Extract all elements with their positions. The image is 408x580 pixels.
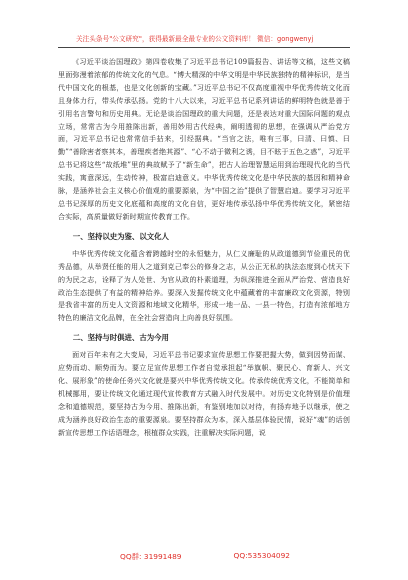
section-1 <box>58 230 350 325</box>
intro-paragraph: 《习近平谈治国理政》第四卷收集了习近平总书记109篇报告、讲话等文稿，这些文稿里面弥漫着浓郁的传统文化的气息。“博大精深的中华文明是中华民族独特的精神标识，是当代中国文化的根基，也是文化创新的宝藏。”习近平总书记不仅高度重视中华优秀传统文化而且身体力行，带头传承弘扬。党的十八大以来，习近平总书记系列讲话的鲜明特色就是善于引用名言警句和历史用典。无论是谈治国理政的重大问题，还是表达对重大国际问题的观点立场，常常古为今用推陈出新，善用妙用古代经典，阐明透彻的思想，在强调从严治党方面，习近平总书记也常常信手拈来，引经据典。“当官之法，唯有三事，曰清、曰慎、曰勤”“善除害者察其本，善理疾者绝其源”、“心不动于微利之诱，目不眩于五色之惑”，习近平总书记将这些“故纸堆”里的典故赋予了“新生命”，把古人治理智慧运用到治理现代化的当代实践，寓意深远，生动传神，极富启迪意义。中华优秀传统文化是中华民族的基因和精神命脉，是涵养社会主义核心价值观的重要源泉，为“中国之治”提供了智慧启迪。要学习习近平总书记深厚的历史文化底蕴和高度的文化自信，更好地传承弘扬中华优秀传统文化，紧密结合实际，高质量做好新时期宣传教育工作。 <box>58 57 350 221</box>
header-divider <box>58 47 350 48</box>
section-title: 二、坚持与时俱进、古为今用 <box>72 333 169 343</box>
document-body <box>58 56 350 440</box>
header-note: 关注头条号"公文研究"，获得最新最全最专业的公文资料库！ 微信：gongwenyj <box>76 35 314 43</box>
section-paragraph: 中华优秀传统文化蕴含着跨越时空的永恒魅力，从仁义廉耻的从政道德到节俭重民的优秀品德，从举贤任能的用人之道到克己奉公的修身之志，从公正无私的执法态度到心忧天下的为民之志，诠释了为人处世、为官从政的朴素道理，为纵深推进全面从严治党、营造良好政治生态提供了有益的精神给养。要深入发掘传统文化中蕴藏着的丰富廉政文化资源，特别是我省丰富的历史人文资源和地域文化精华，形成一地一品、一县一特色，打造有浓郁地方特色的廉洁文化品牌，在全社会营造向上向善良好氛围。 <box>58 248 350 323</box>
section-2 <box>58 331 350 439</box>
section-paragraph: 面对百年未有之大变局，习近平总书记要求宣传思想工作要把握大势，做到因势而谋、应势而动、顺势而为。要立足宣传思想工作者自觉承担起“举旗帜、聚民心、育新人、兴文化、展形象”的使命任务兴文化就是要兴中华优秀传统文化。传承传统优秀文化，不能简单和机械挪用，要让传统文化通过现代宣传教育方式融入时代发展中。对历史文化特别是价值理念和道德规范，要坚持古为今用、推陈出新，有鉴别地加以对待，有扬弃地予以继承，使之成为涵养良好政治生态的重要源泉。要坚持群众为本，深入基层体验民情，说好“魂”的话创新宣传思想工作话语理念，根植群众实践，注重解决实际问题，说 <box>58 350 350 437</box>
section-title: 一、坚持以史为鉴、以文化人 <box>72 231 169 241</box>
footer-qq-group: QQ群: 31991489 <box>120 552 182 561</box>
footer-contact <box>120 551 290 562</box>
footer-qq: QQ:535304092 <box>233 551 290 560</box>
